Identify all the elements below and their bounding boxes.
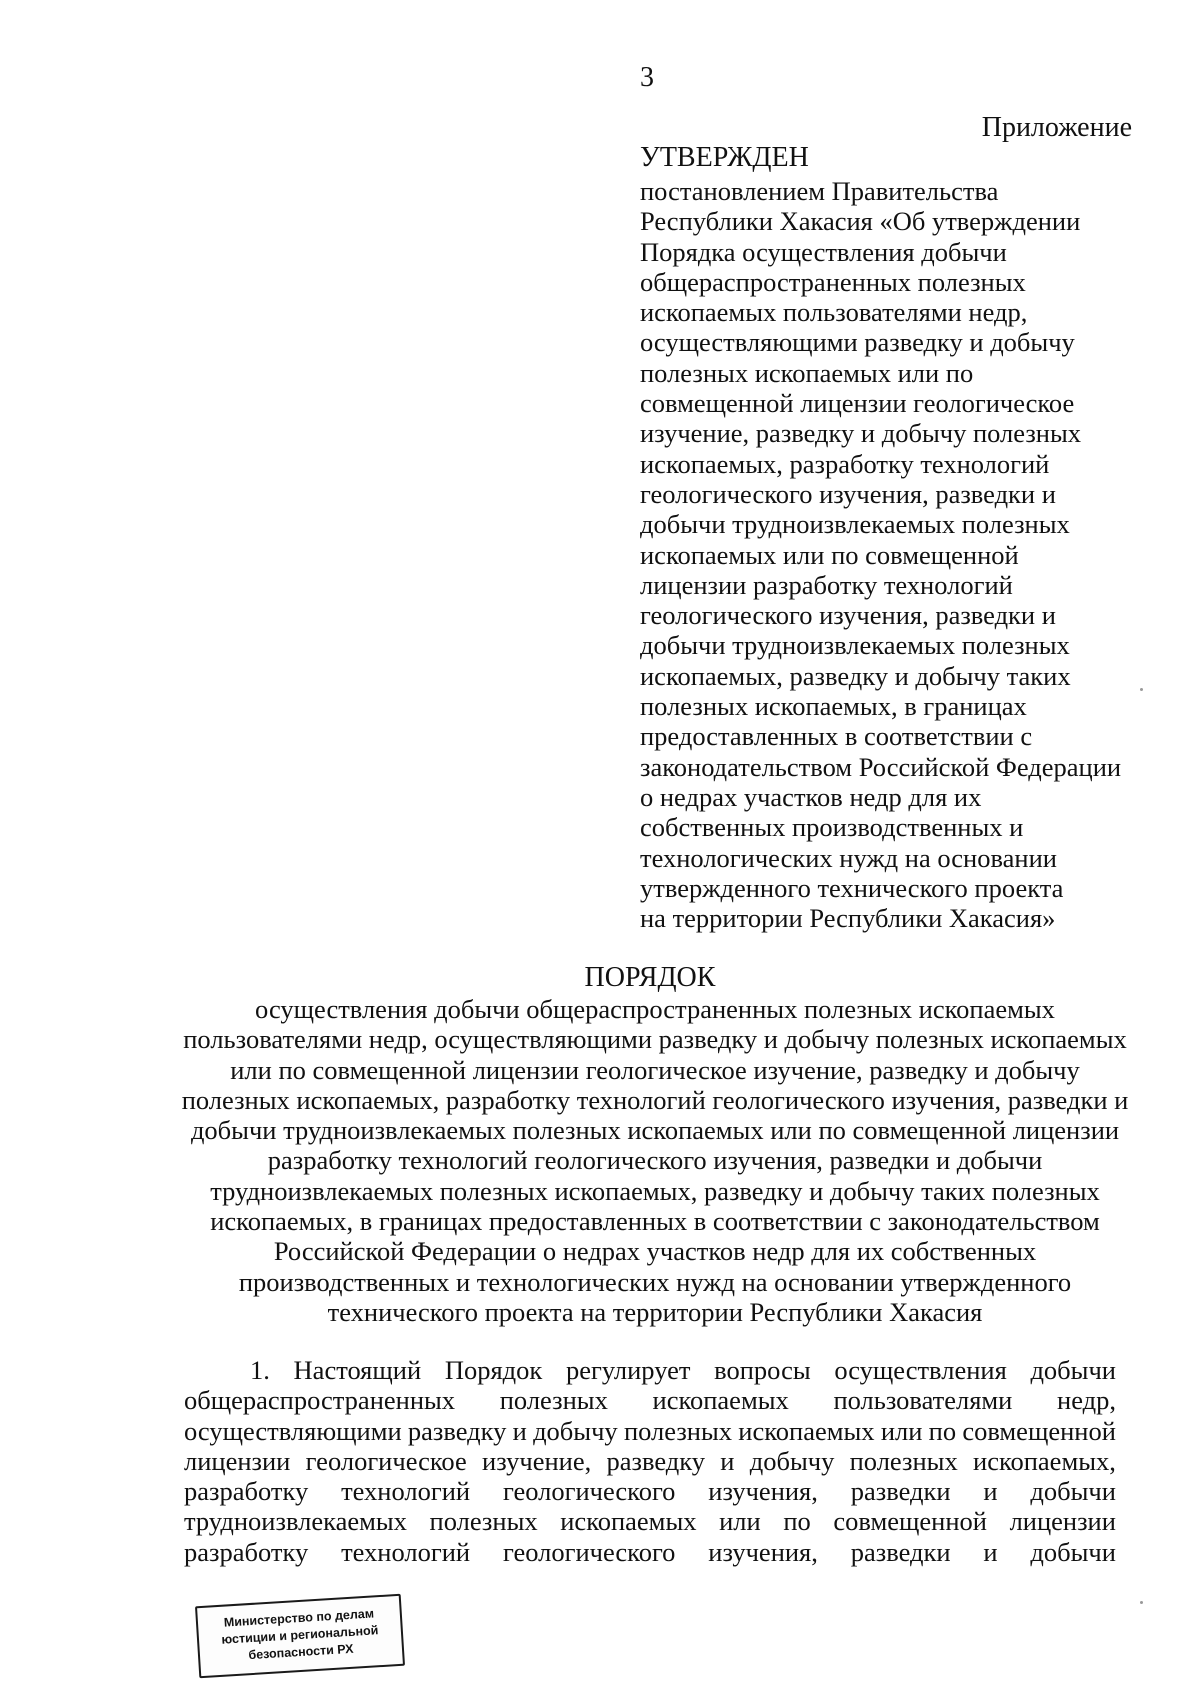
approval-line: совмещенной лицензии геологическое [640, 388, 1075, 419]
subtitle-line: разработку технологий геологического изучения, разведки и добычи [267, 1145, 1043, 1176]
subtitle-line: или по совмещенной лицензии геологическое изучение, разведку и добычу [230, 1054, 1080, 1085]
body-word: по [928, 1415, 957, 1446]
approval-line: постановлением Правительства [640, 176, 999, 206]
body-word: или [880, 1415, 923, 1446]
body-word: недр, [1057, 1385, 1116, 1416]
approval-line: Республики Хакасия «Об утверждении [640, 206, 1081, 237]
body-word: полезных [849, 1445, 958, 1476]
stamp-line: Министерство по делам [223, 1606, 375, 1630]
body-word: геологического [502, 1476, 676, 1507]
body-word: Порядок [444, 1355, 543, 1385]
body-word: Настоящий [293, 1355, 422, 1385]
body-word: по [783, 1506, 811, 1537]
body-word: 1. [250, 1355, 270, 1385]
scan-speck [1140, 1601, 1143, 1604]
body-word: ископаемых [738, 1415, 875, 1446]
approval-line: лицензии разработку технологий [640, 569, 1013, 600]
approval-line: геологического изучения, разведки и [640, 600, 1056, 631]
approval-line: ископаемых, разработку технологий [640, 448, 1050, 479]
approval-line: ископаемых, разведку и добычу таких [640, 660, 1071, 691]
body-word: добычи [1030, 1476, 1116, 1507]
approval-line: добычи трудноизвлекаемых полезных [640, 630, 1070, 661]
approval-line: Порядка осуществления добычи [640, 236, 1007, 267]
body-line [184, 1476, 1116, 1506]
subtitle-line: пользователями недр, осуществляющими разведку и добычу полезных ископаемых [183, 1024, 1127, 1055]
body-word: лицензии [184, 1445, 291, 1476]
body-word: изучение, [482, 1445, 592, 1476]
body-line [184, 1355, 1116, 1385]
body-word: полезных [623, 1415, 733, 1446]
body-word: ископаемых [560, 1506, 697, 1537]
body-word: или [719, 1506, 761, 1537]
body-word: технологий [341, 1476, 471, 1507]
body-word: добычу [533, 1415, 618, 1446]
body-word: осуществляющими [184, 1415, 402, 1446]
body-word: ископаемых [652, 1385, 789, 1416]
stamp-line: безопасности РХ [248, 1641, 354, 1663]
approval-line: утвержденного технического проекта [640, 872, 1064, 903]
approval-block [640, 176, 1140, 933]
approval-line: полезных ископаемых или по [640, 357, 974, 388]
approval-line: изучение, разведку и добычу полезных [640, 418, 1082, 449]
approval-line: собственных производственных и [640, 812, 1024, 843]
body-line [184, 1416, 1116, 1446]
body-word: разведку [407, 1415, 507, 1446]
body-word: добычу [749, 1445, 835, 1476]
subtitle-line: производственных и технологических нужд на основании утвержденного [238, 1266, 1072, 1297]
registration-stamp [195, 1594, 405, 1678]
body-word: и [983, 1476, 998, 1507]
body-word: совмещенной [833, 1506, 987, 1537]
approval-line: ископаемых пользователями недр, [640, 297, 1028, 328]
body-word: общераспространенных [184, 1385, 456, 1416]
body-word: геологическое [305, 1445, 467, 1476]
approval-title: УТВЕРЖДЕН [640, 142, 809, 173]
approval-line: технологических нужд на основании [640, 842, 1057, 873]
stamp-line: юстиции и региональной [221, 1623, 379, 1647]
document-title: ПОРЯДОК [584, 962, 716, 993]
body-word: разработку [184, 1536, 309, 1567]
body-word: разведки [850, 1476, 951, 1507]
document-subtitle [160, 994, 1150, 1327]
body-word: вопросы [714, 1355, 811, 1385]
body-word: изучения, [708, 1476, 818, 1507]
approval-line: ископаемых или по совмещенной [640, 539, 1019, 570]
body-word: трудноизвлекаемых [184, 1506, 407, 1537]
subtitle-line: добычи трудноизвлекаемых полезных ископаемых или по совмещенной лицензии [190, 1115, 1120, 1146]
approval-line: законодательством Российской Федерации [640, 751, 1122, 782]
approval-line: осуществляющими разведку и добычу [640, 327, 1075, 358]
approval-line: на территории Республики Хакасия» [640, 903, 1056, 934]
body-line [184, 1537, 1116, 1567]
body-word: ископаемых, [973, 1445, 1116, 1476]
appendix-label: Приложение [981, 112, 1132, 143]
body-word: полезных [429, 1506, 538, 1537]
body-word: изучения, [708, 1536, 818, 1567]
body-line [184, 1446, 1116, 1476]
approval-line: полезных ископаемых, в границах [640, 691, 1027, 722]
body-word: совмещенной [962, 1415, 1116, 1446]
body-word: и [983, 1536, 998, 1567]
scan-speck [1140, 688, 1143, 691]
approval-line: добычи трудноизвлекаемых полезных [640, 509, 1070, 540]
subtitle-line: полезных ископаемых, разработку технологий геологического изучения, разведки и [181, 1084, 1129, 1115]
body-line [184, 1385, 1116, 1415]
body-word: полезных [499, 1385, 608, 1416]
body-line [184, 1506, 1116, 1536]
approval-line: предоставленных в соответствии с [640, 721, 1033, 752]
subtitle-line: трудноизвлекаемых полезных ископаемых, разведку и добычу таких полезных [210, 1175, 1100, 1206]
body-word: добычи [1030, 1355, 1116, 1385]
body-word: разведку [606, 1445, 705, 1476]
subtitle-line: Российской Федерации о недрах участков недр для их собственных [273, 1236, 1037, 1267]
body-word: и [720, 1445, 735, 1476]
body-word: осуществления [834, 1355, 1007, 1385]
approval-line: геологического изучения, разведки и [640, 478, 1056, 509]
page-number: 3 [640, 62, 654, 93]
body-word: и [512, 1415, 527, 1446]
body-word: добычи [1030, 1536, 1116, 1567]
body-word: геологического [502, 1536, 676, 1567]
body-word: пользователями [833, 1385, 1013, 1416]
subtitle-line: технического проекта на территории Республики Хакасия [327, 1296, 983, 1327]
approval-line: о недрах участков недр для их [640, 781, 982, 812]
body-word: разработку [184, 1476, 309, 1507]
body-word: лицензии [1009, 1506, 1116, 1537]
subtitle-line: ископаемых, в границах предоставленных в соответствии с законодательством [210, 1206, 1100, 1237]
approval-line: общераспространенных полезных [640, 266, 1026, 297]
subtitle-line: осуществления добычи общераспространенных полезных ископаемых [255, 994, 1055, 1024]
body-word: регулирует [565, 1355, 691, 1385]
body-word: технологий [341, 1536, 471, 1567]
body-word: разведки [850, 1536, 951, 1567]
body-paragraph [184, 1355, 1116, 1567]
